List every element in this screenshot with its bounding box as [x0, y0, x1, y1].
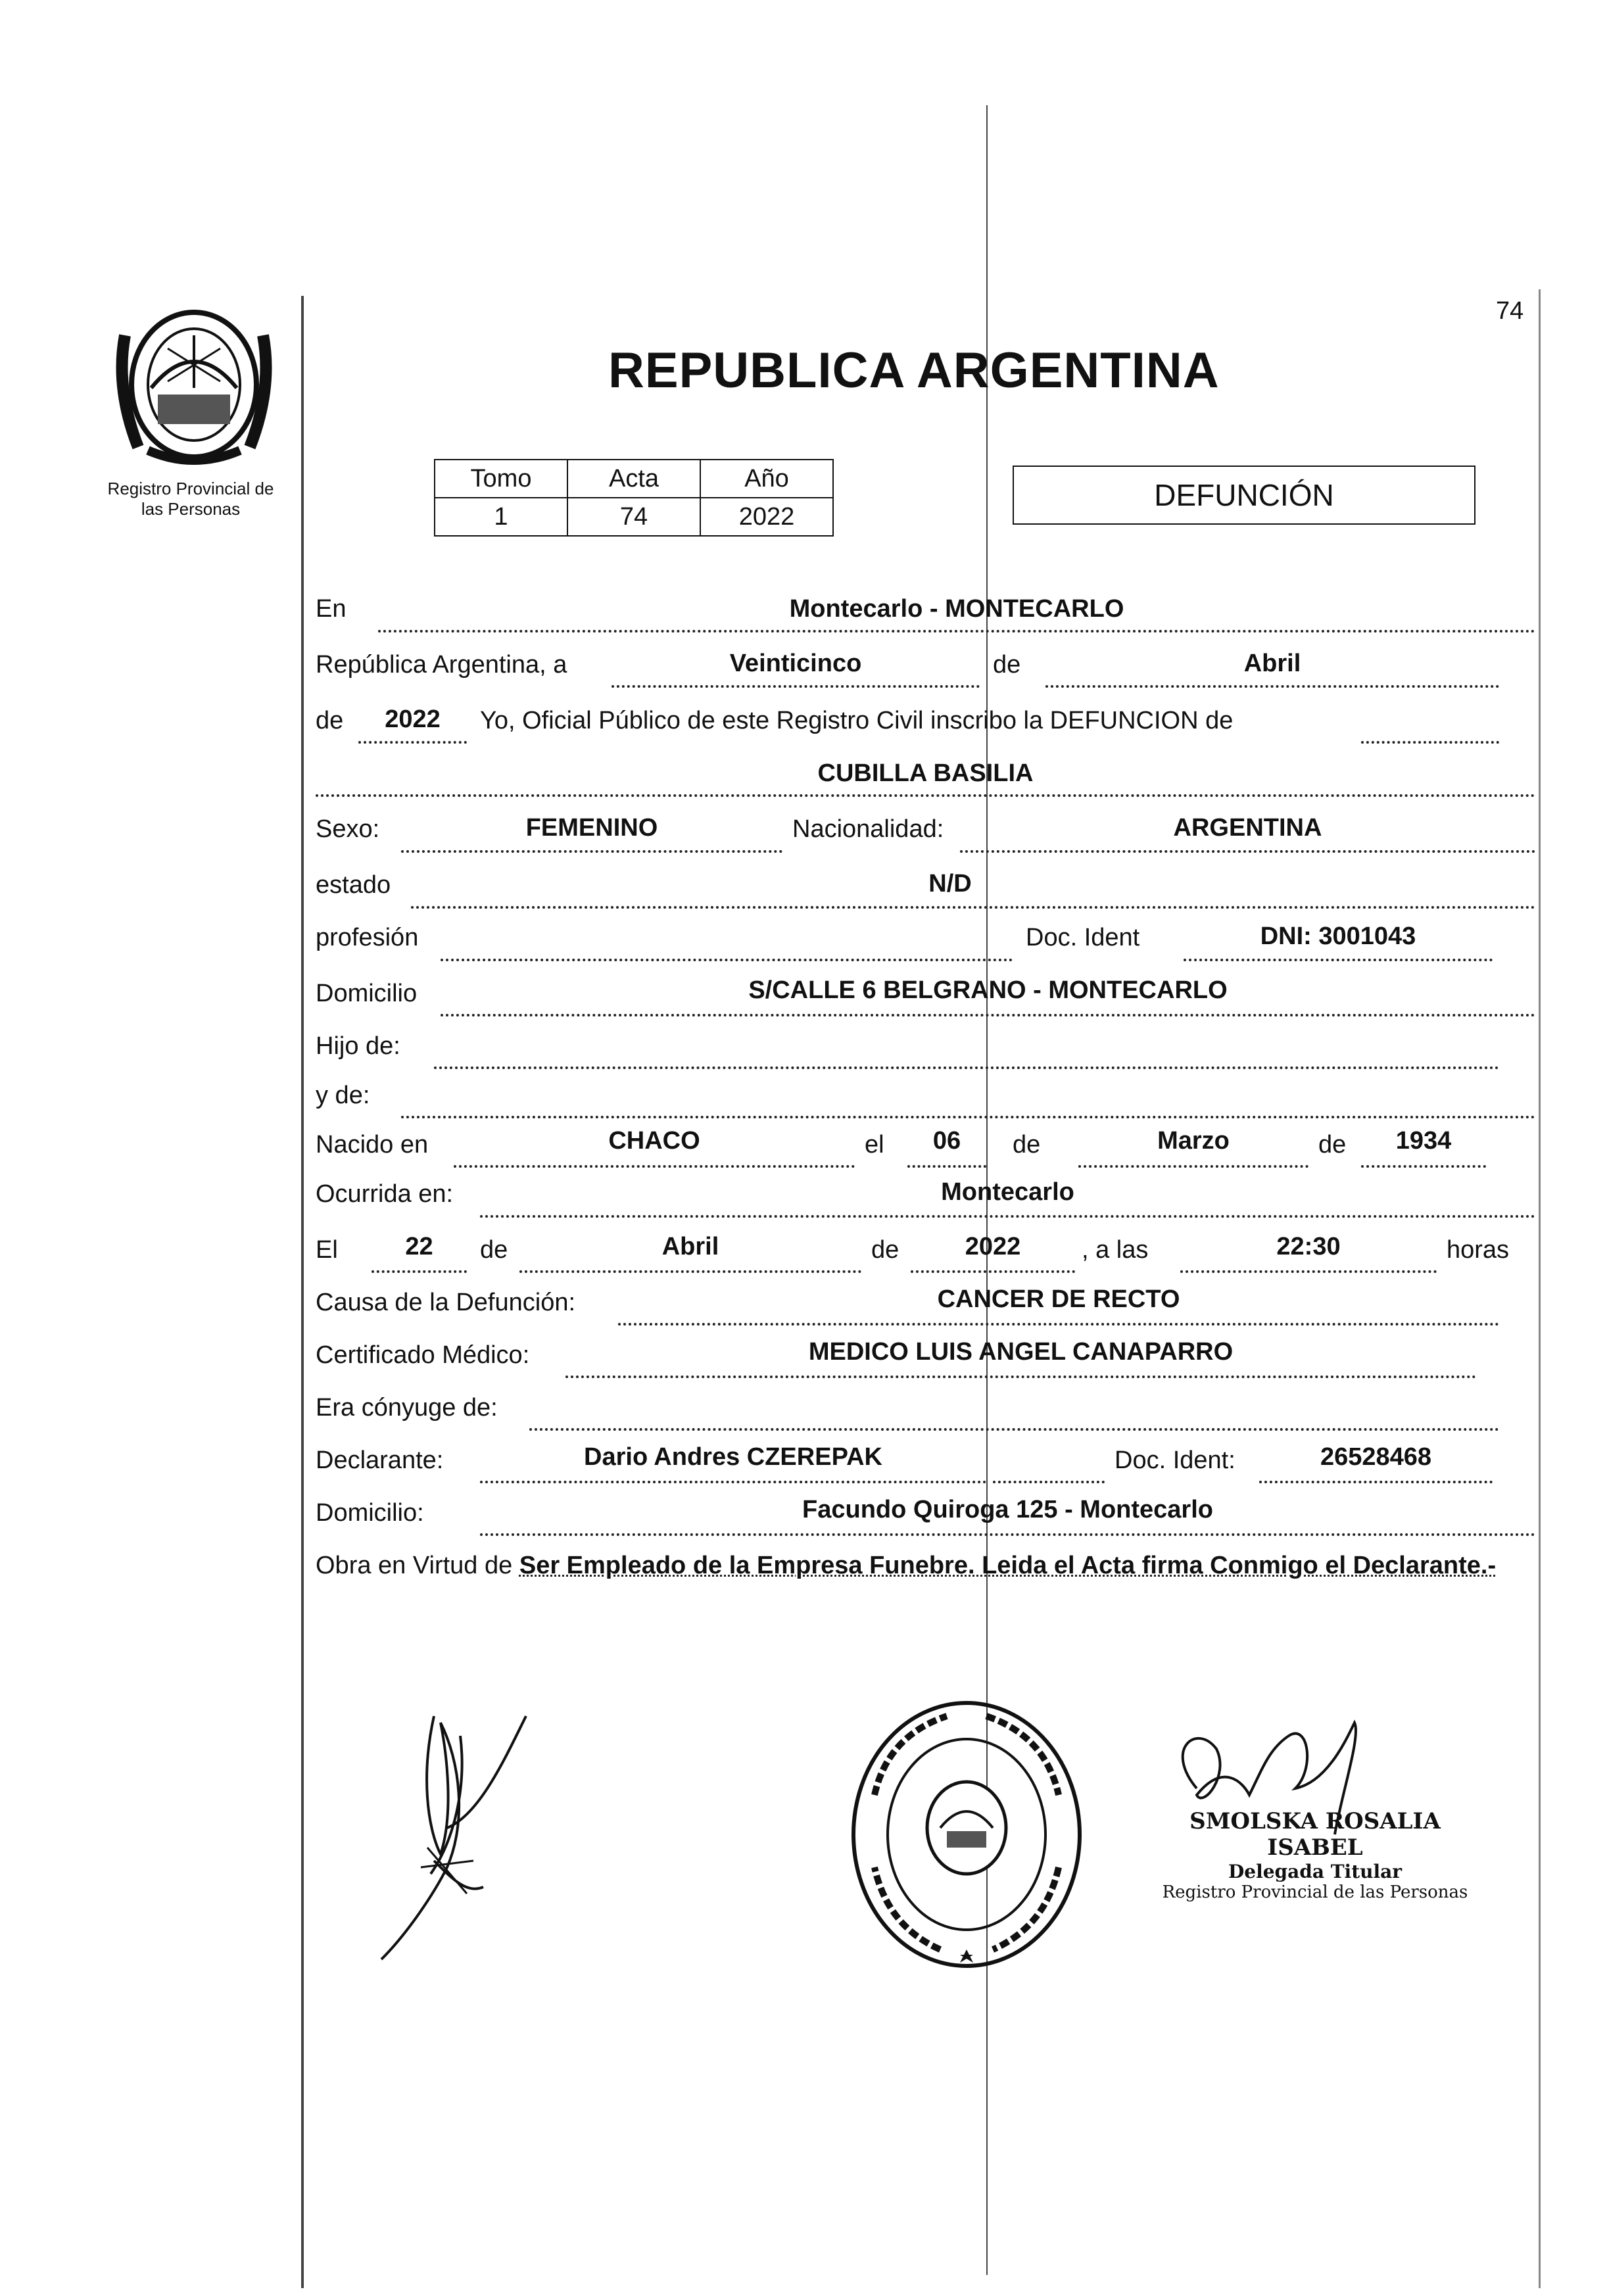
right-margin-line	[1539, 289, 1541, 2288]
doc2-value: 26528468	[1320, 1443, 1432, 1471]
en-value: Montecarlo - MONTECARLO	[789, 595, 1124, 623]
yde-label: y de:	[316, 1082, 370, 1109]
nacionalidad-value: ARGENTINA	[1173, 814, 1322, 842]
obra-value: Ser Empleado de la Empresa Funebre. Leida el Acta firma Conmigo el Declarante.-	[519, 1552, 1497, 1579]
doc2-label: Doc. Ident:	[1115, 1447, 1235, 1474]
obra-label: Obra en Virtud de	[316, 1552, 513, 1579]
domicilio2-value: Facundo Quiroga 125 - Montecarlo	[802, 1496, 1213, 1523]
doc-dots	[1184, 959, 1493, 961]
certificado-dots	[565, 1375, 1476, 1378]
estado-label: estado	[316, 871, 391, 899]
def-anio-dots	[911, 1270, 1075, 1273]
conyuge-dots	[529, 1428, 1499, 1431]
sexo-label: Sexo:	[316, 815, 380, 843]
nacionalidad-label: Nacionalidad:	[792, 815, 944, 843]
mes-value: Abril	[1243, 650, 1301, 677]
officer-role: Delegada Titular	[1228, 1861, 1403, 1882]
ocurrida-dots	[480, 1215, 1535, 1218]
anio-value: 2022	[385, 706, 441, 733]
yo-dots	[1361, 741, 1499, 744]
declarante-label: Declarante:	[316, 1447, 444, 1474]
def-anio-value: 2022	[965, 1233, 1021, 1260]
de6-label: de	[871, 1236, 899, 1264]
horas-label: horas	[1447, 1236, 1510, 1264]
sexo-dots	[401, 850, 782, 853]
record-table	[434, 459, 834, 537]
sexo-value: FEMENINO	[525, 814, 658, 842]
ocurrida-value: Montecarlo	[941, 1178, 1074, 1206]
doc-value: DNI: 3001043	[1260, 922, 1416, 950]
domicilio2-label: Domicilio:	[316, 1499, 424, 1527]
yo-text: Yo, Oficial Público de este Registro Civil inscribo la DEFUNCION de	[480, 707, 1234, 734]
conyuge-label: Era cónyuge de:	[316, 1394, 498, 1422]
nombre-value: CUBILLA BASILIA	[817, 759, 1034, 787]
def-mes-value: Abril	[661, 1233, 719, 1260]
officer-office: Registro Provincial de las Personas	[1162, 1882, 1468, 1902]
el-label: el	[865, 1131, 884, 1159]
domicilio-value: S/CALLE 6 BELGRANO - MONTECARLO	[748, 976, 1228, 1004]
domicilio-dots	[441, 1014, 1535, 1016]
record-type: DEFUNCIÓN	[1154, 478, 1334, 512]
doc-label: Doc. Ident	[1026, 924, 1140, 951]
ocurrida-label: Ocurrida en:	[316, 1180, 454, 1208]
profesion-label: profesión	[316, 924, 419, 951]
de-label: de	[993, 651, 1021, 679]
def-hora-dots	[1180, 1270, 1437, 1273]
tomo-value: 1	[435, 498, 567, 536]
estado-value: N/D	[928, 870, 972, 897]
registry-stamp	[848, 1696, 1085, 1973]
anio-dots	[358, 741, 467, 744]
certificado-label: Certificado Médico:	[316, 1341, 530, 1369]
nac-mes-dots	[1078, 1165, 1308, 1168]
profesion-dots	[441, 959, 1013, 961]
nacido-dots	[454, 1165, 855, 1168]
hijo-dots	[434, 1066, 1499, 1069]
de3-label: de	[1013, 1131, 1041, 1159]
nac-anio-value: 1934	[1395, 1127, 1452, 1155]
doc2-dots	[1259, 1481, 1493, 1483]
de4-label: de	[1318, 1131, 1347, 1159]
domicilio2-dots	[480, 1533, 1535, 1536]
nombre-dots	[316, 794, 1535, 797]
certificado-value: MEDICO LUIS ANGEL CANAPARRO	[808, 1338, 1234, 1366]
causa-label: Causa de la Defunción:	[316, 1289, 576, 1316]
obra-paragraph	[316, 1548, 1532, 1583]
de2-label: de	[316, 707, 344, 734]
anio-header: Año	[700, 460, 833, 498]
nac-dia-dots	[907, 1165, 986, 1168]
hijo-label: Hijo de:	[316, 1032, 400, 1060]
def-hora-value: 22:30	[1276, 1233, 1341, 1260]
nacido-label: Nacido en	[316, 1131, 429, 1159]
document-title: REPUBLICA ARGENTINA	[608, 343, 1220, 398]
nacido-value: CHACO	[608, 1127, 700, 1155]
left-margin-line	[301, 296, 304, 2288]
record-type-box	[1013, 466, 1475, 525]
officer-block	[1144, 1808, 1486, 1902]
nac-anio-dots	[1361, 1165, 1486, 1168]
mes-dots	[1045, 685, 1499, 688]
declarante-dots	[480, 1481, 986, 1483]
causa-value: CANCER DE RECTO	[937, 1285, 1180, 1313]
registry-label: Registro Provincial de las Personas	[107, 479, 274, 519]
en-dots	[378, 630, 1535, 633]
province-seal-logo	[112, 296, 276, 473]
el2-label: El	[316, 1236, 338, 1264]
anio-value: 2022	[700, 498, 833, 536]
declarante-dots-2	[993, 1481, 1105, 1483]
alas-label: , a las	[1082, 1236, 1149, 1264]
estado-dots	[411, 906, 1535, 909]
declarante-value: Dario Andres CZEREPAK	[584, 1443, 882, 1471]
acta-value: 74	[567, 498, 700, 536]
yde-dots	[401, 1116, 1535, 1118]
republica-label: República Argentina, a	[316, 651, 567, 679]
domicilio-label: Domicilio	[316, 980, 418, 1007]
nac-mes-value: Marzo	[1157, 1127, 1230, 1155]
causa-dots	[618, 1323, 1499, 1326]
dia-dots	[612, 685, 980, 688]
acta-header: Acta	[567, 460, 700, 498]
nac-dia-value: 06	[932, 1127, 961, 1155]
def-dia-value: 22	[405, 1233, 433, 1260]
declarant-signature	[368, 1696, 552, 1973]
officer-name: SMOLSKA ROSALIA ISABEL	[1189, 1808, 1441, 1861]
en-label: En	[316, 595, 347, 623]
tomo-header: Tomo	[435, 460, 567, 498]
nacionalidad-dots	[960, 850, 1535, 853]
dia-value: Veinticinco	[729, 650, 862, 677]
def-mes-dots	[519, 1270, 861, 1273]
def-dia-dots	[372, 1270, 467, 1273]
de5-label: de	[480, 1236, 508, 1264]
page-number: 74	[1496, 297, 1524, 325]
